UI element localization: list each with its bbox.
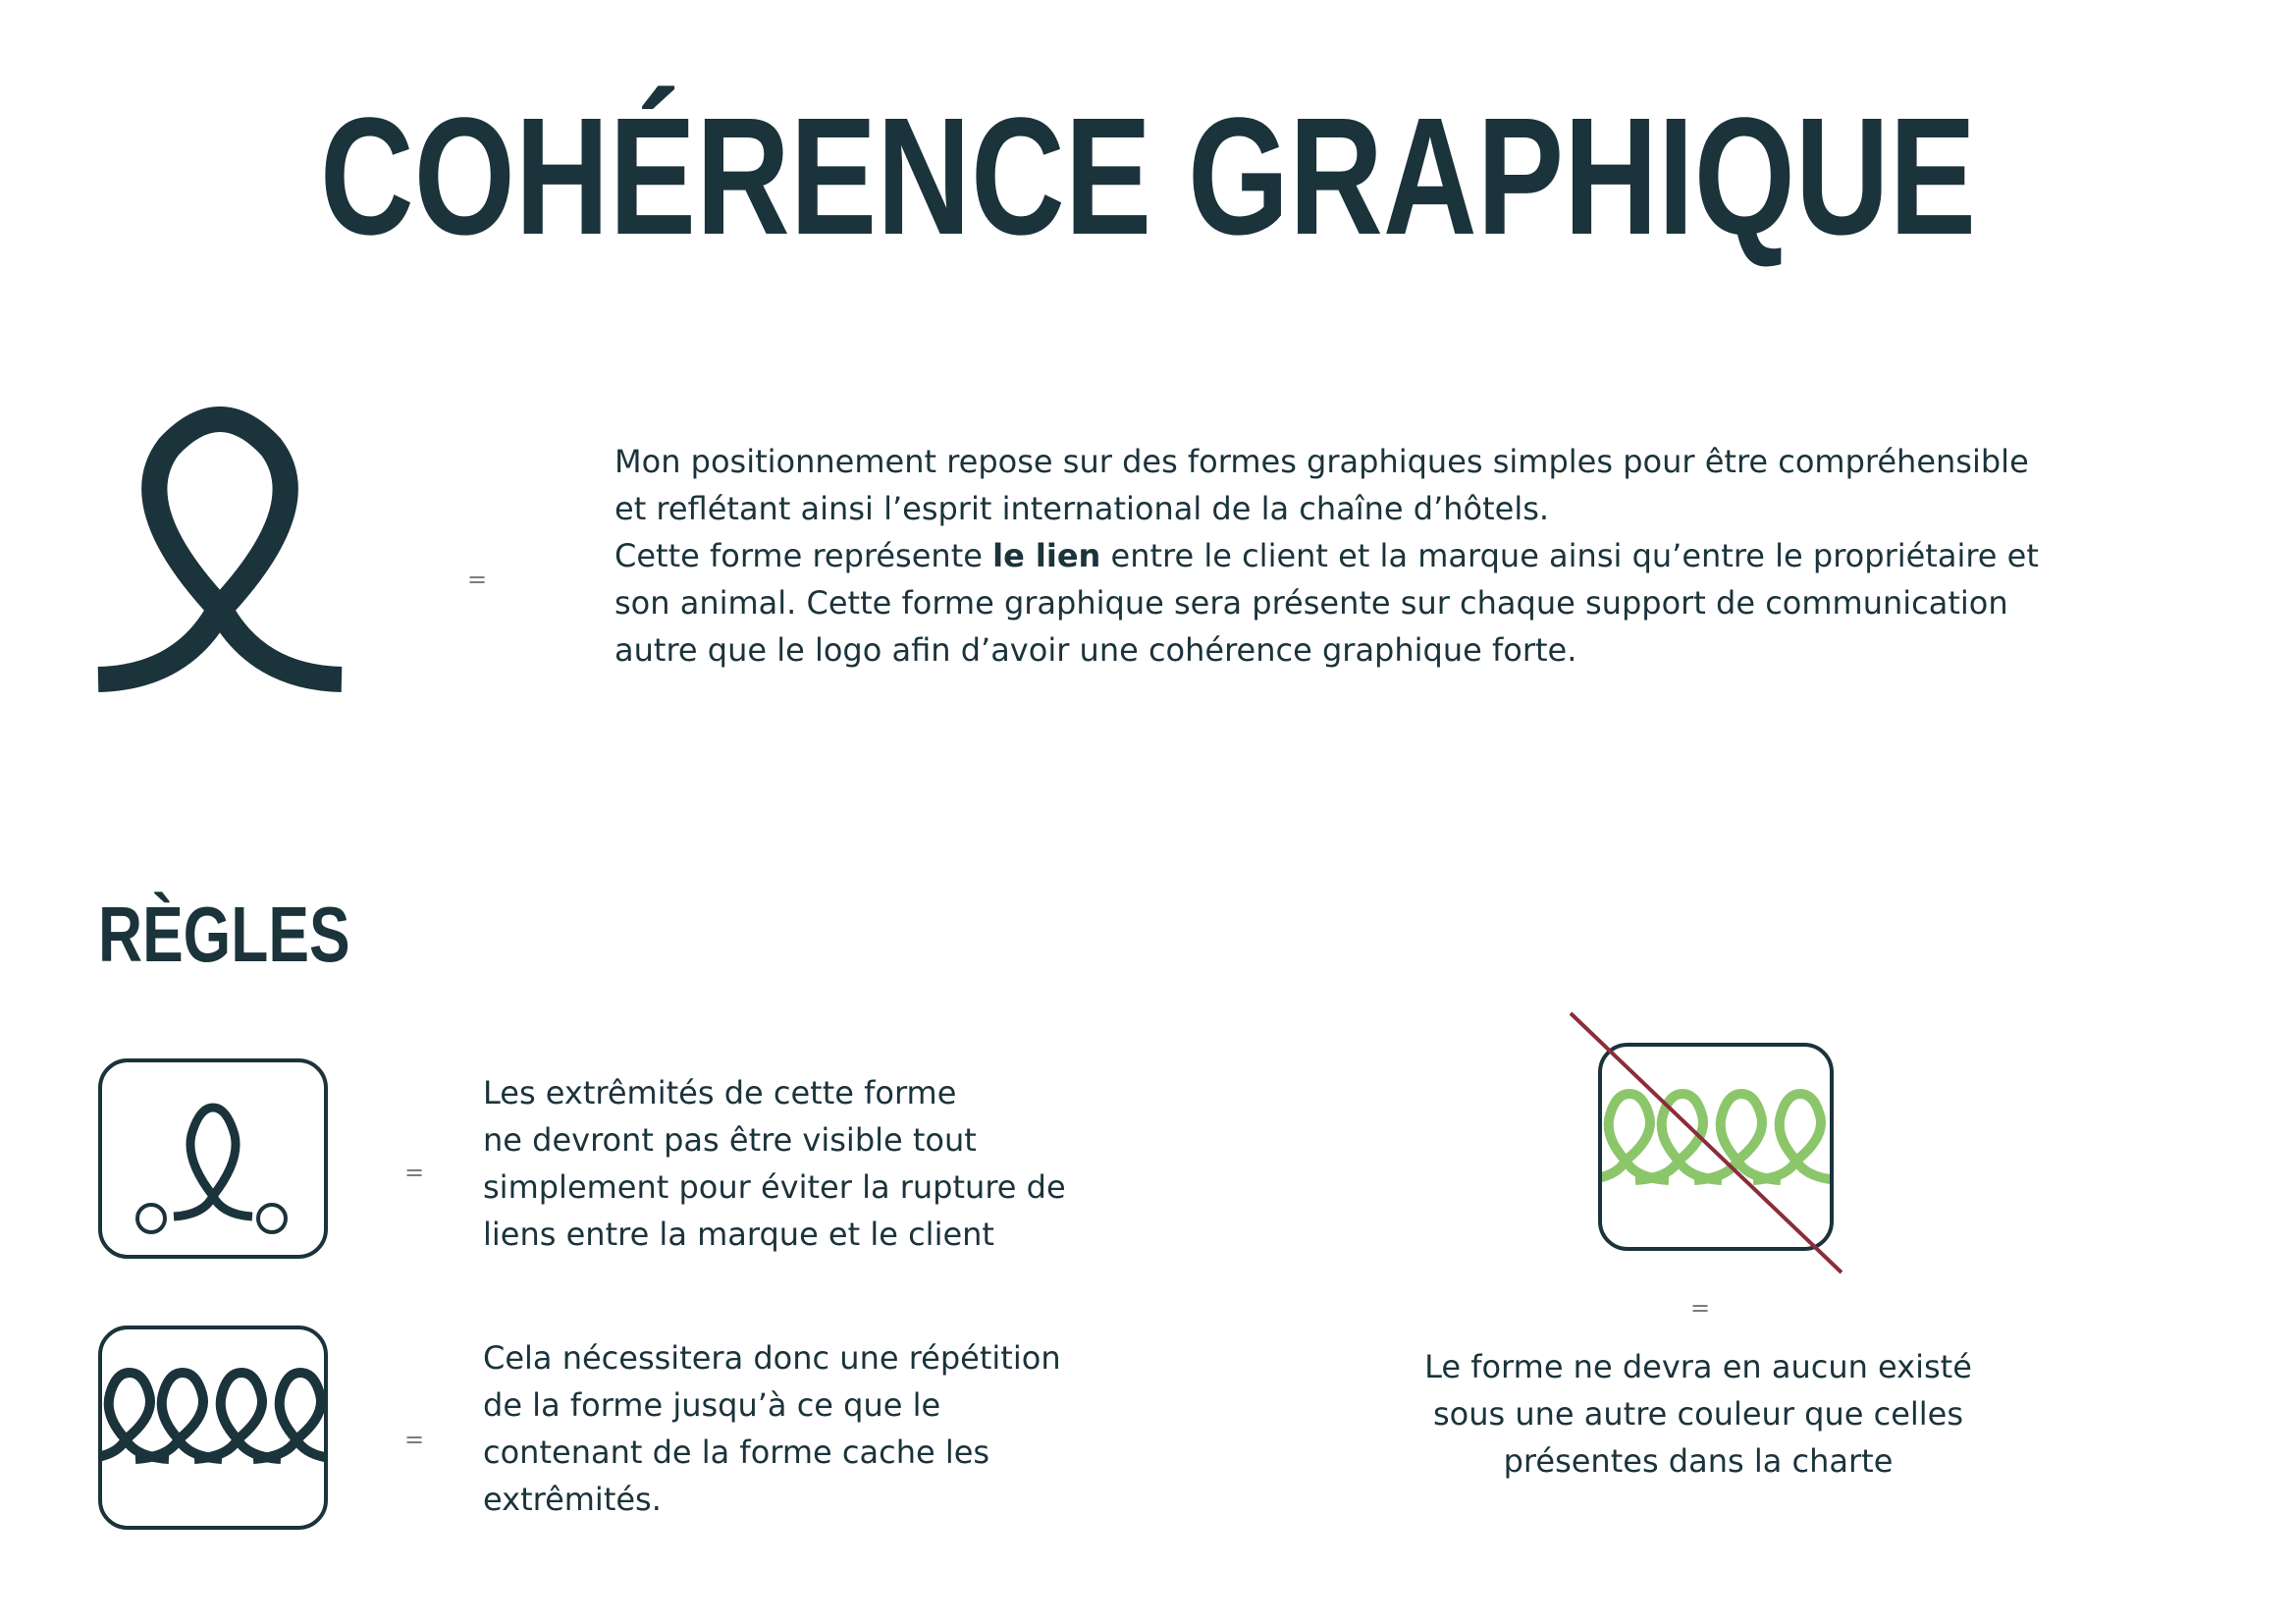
loop-ribbon-icon <box>94 398 346 692</box>
equals-sign-rule-2: = <box>404 1426 425 1453</box>
equals-sign-rule-1: = <box>404 1159 425 1186</box>
section-title-regles: RÈGLES <box>98 891 350 978</box>
rule-1-line-4: liens entre la marque et le client <box>483 1216 994 1253</box>
intro-line-2: et reflétant ainsi l’esprit international de la chaîne d’hôtels. <box>614 490 1550 527</box>
rule-3-line-2: sous une autre couleur que celles <box>1432 1395 1964 1433</box>
rule-1-line-1: Les extrêmités de cette forme <box>483 1074 957 1111</box>
rule-1-line-3: simplement pour éviter la rupture de <box>483 1168 1066 1206</box>
rule-2-text <box>483 1334 1170 1523</box>
rule-1-line-2: ne devront pas être visible tout <box>483 1121 977 1159</box>
intro-paragraph <box>614 438 2234 674</box>
intro-line-3-start: Cette forme représente <box>614 537 993 574</box>
rule-2-line-3: contenant de la forme cache les <box>483 1434 990 1471</box>
intro-line-5: autre que le logo afin d’avoir une cohérence graphique forte. <box>614 631 1577 669</box>
intro-line-4: son animal. Cette forme graphique sera présente sur chaque support de communication <box>614 584 2008 622</box>
rule-1-box <box>98 1058 328 1259</box>
page-title: COHÉRENCE GRAPHIQUE <box>319 83 1977 270</box>
intro-line-3 <box>614 532 2234 579</box>
rule-3-text <box>1355 1343 2042 1485</box>
intro-line-3-end: entre le client et la marque ainsi qu’entre le propriétaire et <box>1100 537 2039 574</box>
rule-3-line-1: Le forme ne devra en aucun existé <box>1424 1348 1972 1385</box>
rule-1-text <box>483 1069 1170 1258</box>
rule-3-line-3: présentes dans la charte <box>1503 1442 1894 1480</box>
rule-2-line-4: extrêmités. <box>483 1481 662 1518</box>
intro-line-1: Mon positionnement repose sur des formes graphiques simples pour être compréhensible <box>614 443 2029 480</box>
intro-bold-le-lien: le lien <box>992 537 1101 574</box>
repeated-loops-icon <box>102 1329 324 1526</box>
equals-sign-rule-3: = <box>1690 1294 1711 1322</box>
loop-with-open-ends-icon <box>102 1062 324 1255</box>
equals-sign-intro: = <box>467 566 488 593</box>
rule-2-box <box>98 1326 328 1530</box>
rule-2-line-1: Cela nécessitera donc une répétition <box>483 1339 1061 1377</box>
strike-through-line <box>1569 1011 1845 1276</box>
rule-2-line-2: de la forme jusqu’à ce que le <box>483 1386 941 1424</box>
